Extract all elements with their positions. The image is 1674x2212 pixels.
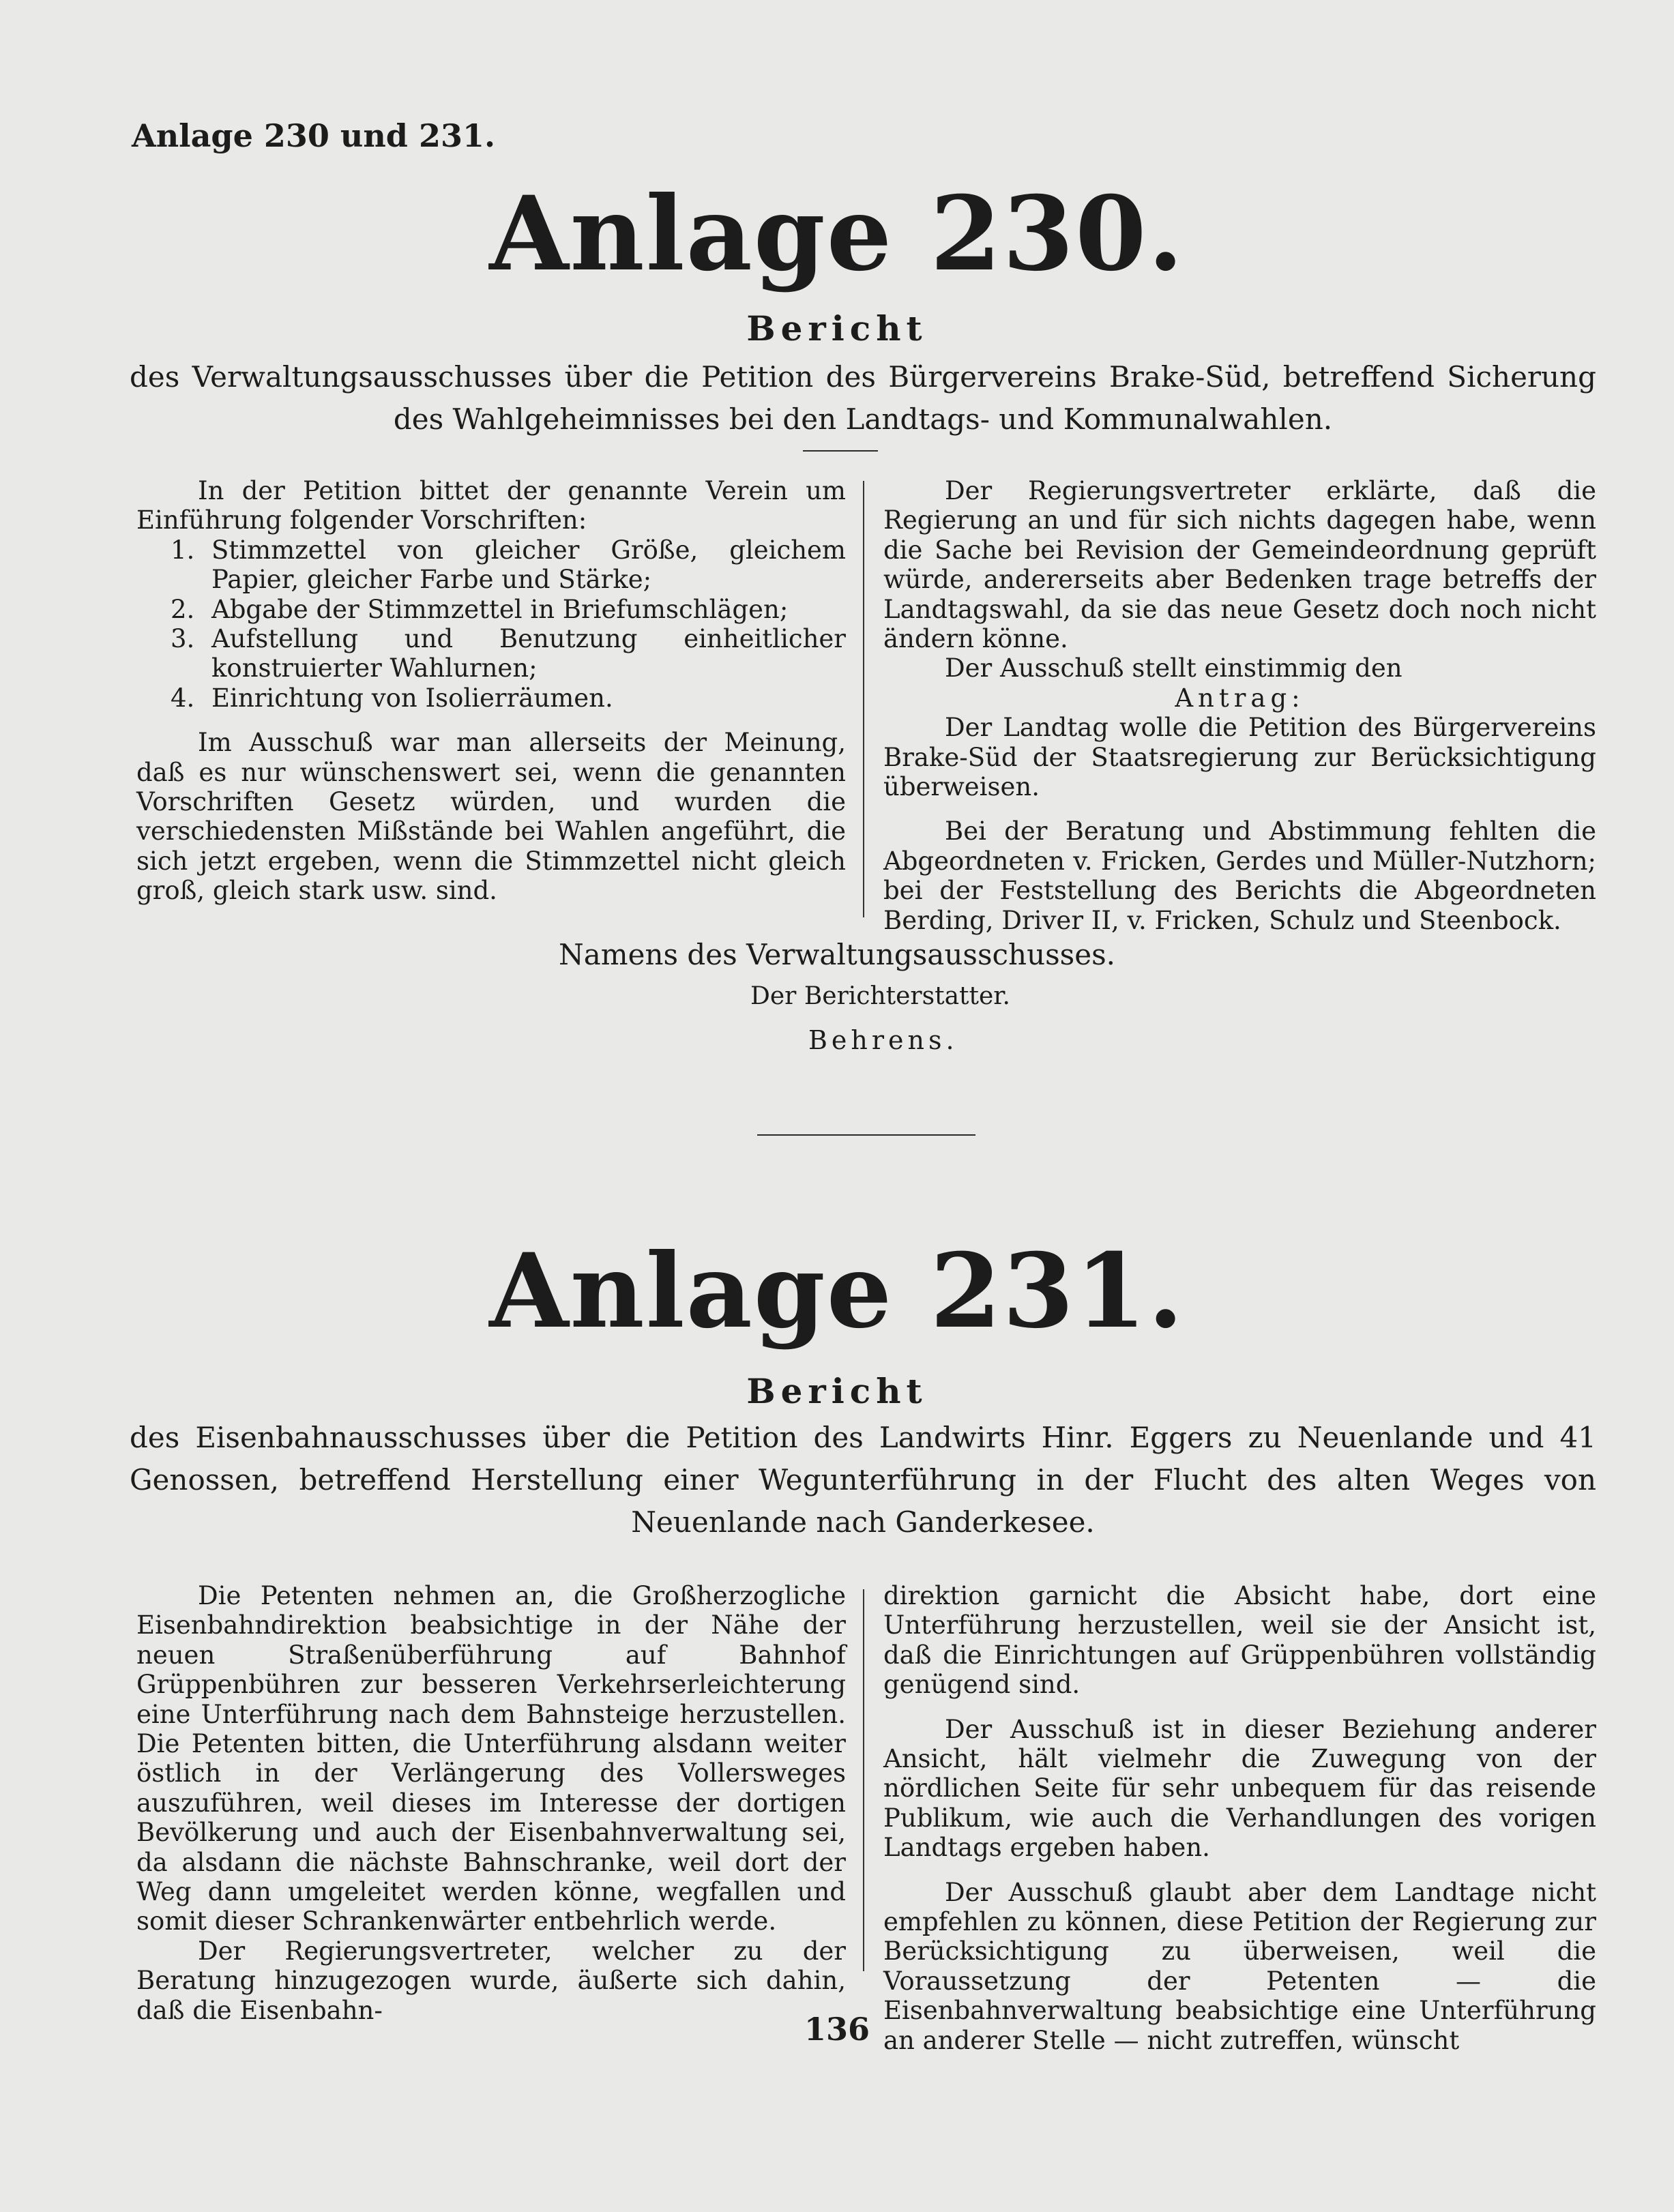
antrag-label: Antrag: <box>1175 683 1305 713</box>
requirement-list <box>136 535 846 713</box>
paragraph: Der Regierungsvertreter erklärte, daß die Regierung an und für sich nichts dagegen habe, wenn die Sache bei Revision der Gemeindeordnung geprüft würde, andererseits aber Bedenken trage betreffs der Landtagswahl, da sie das neue Gesetz doch noch nicht ändern könne. <box>883 476 1596 654</box>
list-item: 4. Einrichtung von Isolierräumen. <box>171 683 613 713</box>
antrag-text: Der Landtag wolle die Petition des Bürgervereins Brake-Süd der Staatsregierung zur Berücksichtigung überweisen. <box>883 713 1596 802</box>
anlage-231-left-column <box>136 1581 846 2025</box>
anlage-230-title: Anlage 230. <box>489 174 1185 294</box>
running-head: Anlage 230 und 231. <box>132 117 495 154</box>
anlage-231-title: Anlage 231. <box>489 1231 1185 1351</box>
anlage-230-right-column <box>883 476 1596 935</box>
list-item: 3. Aufstellung und Benutzung einheitlicher konstruierter Wahlurnen; <box>171 624 846 683</box>
signature-role: Der Berichterstatter. <box>750 982 1010 1010</box>
column-divider <box>863 481 864 917</box>
signature-line: Namens des Verwaltungsausschusses. <box>558 938 1115 971</box>
paragraph: Die Petenten nehmen an, die Großherzogliche Eisenbahndirektion beabsichtige in der Nähe der neuen Straßenüberführung auf Bahnhof Grüppenbühren zur besseren Verkehrserleichterung eine Unterführung nach dem Bahnsteige herzustellen. Die Petenten bitten, die Unterführung alsdann weiter östlich in der Verlängerung des Vollersweges auszuführen, weil dieses im Interesse der dortigen Bevölkerung und auch der Eisenbahnverwaltung sei, da alsdann die nächste Bahnschranke, weil dort der Weg dann umgeleitet werden könne, wegfallen und somit dieser Schrankenwärter entbehrlich werde. <box>136 1581 846 1936</box>
anlage-231-right-column <box>883 1581 1596 2055</box>
list-item: 2. Abgabe der Stimmzettel in Briefumschlägen; <box>171 594 789 624</box>
anlage-230-subhead: Bericht <box>746 308 928 349</box>
paragraph: Im Ausschuß war man allerseits der Meinung, daß es nur wünschenswert sei, wenn die genannten Vorschriften Gesetz würden, und wurden die verschiedensten Mißstände bei Wahlen angeführt, die sich jetzt ergeben, wenn die Stimmzettel nicht gleich groß, gleich stark usw. sind. <box>136 728 846 906</box>
signature-name: Behrens. <box>808 1025 958 1055</box>
section-separator <box>757 1134 975 1136</box>
paragraph: direktion garnicht die Absicht habe, dort eine Unterführung herzustellen, weil sie der Ansicht ist, daß die Einrichtungen auf Grüppenbühren vollständig genügend sind. <box>883 1581 1596 1700</box>
section-rule <box>803 450 878 452</box>
page-number: 136 <box>804 2011 870 2048</box>
list-item: 1. Stimmzettel von gleicher Größe, gleichem Papier, gleicher Farbe und Stärke; <box>171 535 846 595</box>
paragraph: Bei der Beratung und Abstimmung fehlten die Abgeordneten v. Fricken, Gerdes und Müller-Nutzhorn; bei der Feststellung des Berichts die Abgeordneten Berding, Driver II, v. Fricken, Schulz und Steenbock. <box>883 816 1596 935</box>
paragraph: Der Ausschuß stellt einstimmig den <box>945 653 1403 683</box>
anlage-231-subhead: Bericht <box>746 1371 928 1411</box>
paragraph: In der Petition bittet der genannte Verein um Einführung folgender Vorschriften: <box>136 476 846 535</box>
column-divider <box>863 1589 864 1971</box>
anlage-230-subject: des Verwaltungsausschusses über die Petition des Bürgervereins Brake-Süd, betreffend Sicherung des Wahlgeheimnisses bei den Landtags- und Kommunalwahlen. <box>130 360 1596 436</box>
anlage-230-left-column <box>136 476 846 906</box>
paragraph: Der Ausschuß ist in dieser Beziehung anderer Ansicht, hält vielmehr die Zuwegung von der nördlichen Seite für sehr unbequem für das reisende Publikum, wie auch die Verhandlungen des vorigen Landtags ergeben haben. <box>883 1714 1596 1863</box>
paragraph: Der Regierungsvertreter, welcher zu der Beratung hinzugezogen wurde, äußerte sich dahin, daß die Eisenbahn- <box>136 1936 846 2025</box>
paragraph: Der Ausschuß glaubt aber dem Landtage nicht empfehlen zu können, diese Petition der Regierung zur Berücksichtigung zu überweisen, weil die Voraussetzung der Petenten — die Eisenbahnverwaltung beabsichtige eine Unterführung an anderer Stelle — nicht zutreffen, wünscht <box>883 1877 1596 2055</box>
anlage-231-subject: des Eisenbahnausschusses über die Petition des Landwirts Hinr. Eggers zu Neuenlande und 41 Genossen, betreffend Herstellung einer Wegunterführung in der Flucht des alten Weges von Neuenlande nach Ganderkesee. <box>130 1421 1596 1539</box>
